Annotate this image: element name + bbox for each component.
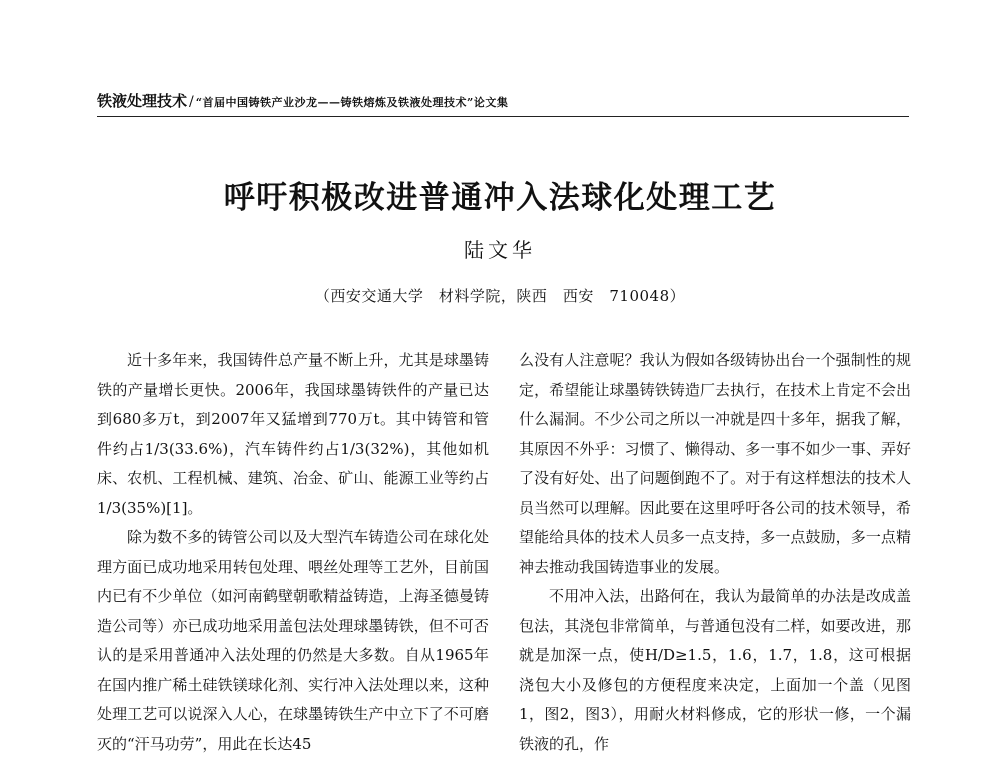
- body-column-right: [519, 346, 911, 759]
- author-name: 陆文华: [464, 238, 536, 262]
- author-affiliation: （西安交通大学 材料学院，陕西 西安 710048）: [314, 287, 686, 305]
- running-header: [97, 90, 909, 117]
- paragraph: 不用冲入法，出路何在，我认为最简单的办法是改成盖包法，其浇包非常简单，与普通包没有二样，如要改进，那就是加深一点，使H/D≥1.5，1.6，1.7，1.8，这可根据浇包大小及修包的方便程度来决定，上面加一个盖（见图1，图2，图3），用耐火材料修成，它的形状一修，一个漏铁液的孔，作: [519, 587, 911, 753]
- paragraph: 除为数不多的铸管公司以及大型汽车铸造公司在球化处理方面已成功地采用转包处理、喂丝处理等工艺外，目前国内已有不少单位（如河南鹤壁朝歌精益铸造，上海圣德曼铸造公司等）亦已成功地采用盖包法处理球墨铸铁，但不可否认的是采用普通冲入法处理的仍然是大多数。自从1965年在国内推广稀土硅铁镁球化剂、实行冲入法处理以来，这种处理工艺可以说深入人心，在球墨铸铁生产中立下了不可磨灭的“汗马功劳”，用此在长达45: [97, 528, 489, 753]
- article-title: 呼吁积极改进普通冲入法球化处理工艺: [223, 180, 777, 216]
- paragraph: 么没有人注意呢？我认为假如各级铸协出台一个强制性的规定，希望能让球墨铸铁铸造厂去执行，在技术上肯定不会出什么漏洞。不少公司之所以一冲就是四十多年，据我了解，其原因不外乎：习惯了、懒得动、多一事不如少一事、弄好了没有好处、出了问题倒跑不了。对于有这样想法的技术人员当然可以理解。因此要在这里呼吁各公司的技术领导，希望能给具体的技术人员多一点支持，多一点鼓励，多一点精神去推动我国铸造事业的发展。: [519, 351, 911, 576]
- body-column-left: [97, 346, 489, 759]
- header-separator: /: [189, 94, 194, 110]
- collection-title: “首届中国铸铁产业沙龙——铸铁熔炼及铁液处理技术”论文集: [195, 96, 509, 109]
- section-label: 铁液处理技术: [97, 92, 188, 110]
- paragraph: 近十多年来，我国铸件总产量不断上升，尤其是球墨铸铁的产量增长更快。2006年，我国球墨铸铁件的产量已达到680多万t，到2007年又猛增到770万t。其中铸管和管件约占1/3(33.6%)，汽车铸件约占1/3(32%)，其他如机床、农机、工程机械、建筑、冶金、矿山、能源工业等约占1/3(35%)[1]。: [97, 351, 489, 517]
